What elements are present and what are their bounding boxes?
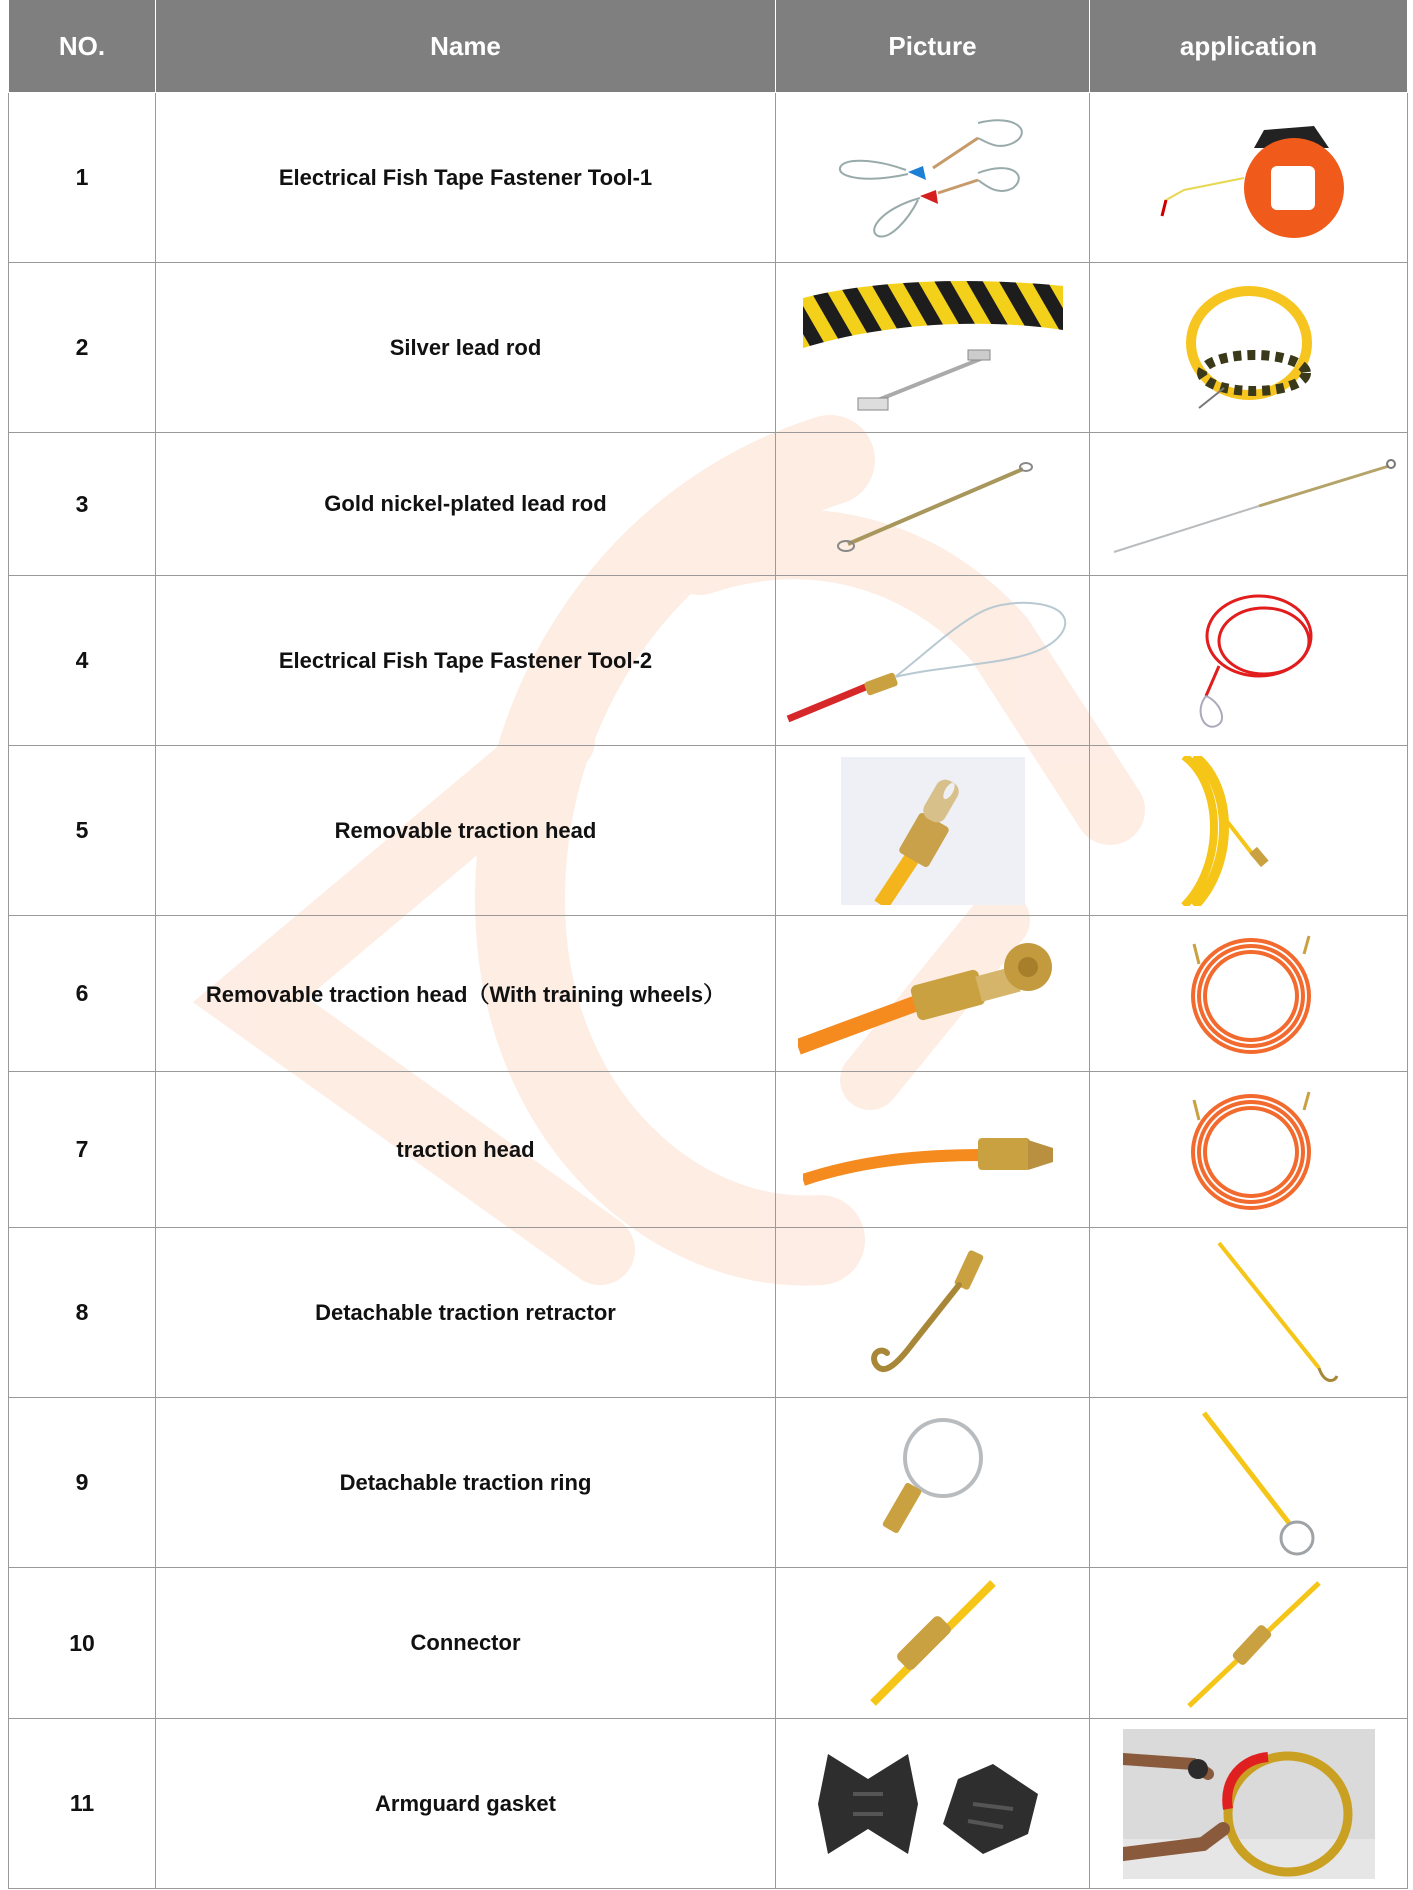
row-picture: [776, 916, 1090, 1072]
row-number: 10: [9, 1568, 156, 1719]
key-ring-connector-icon: [853, 1413, 1013, 1553]
rod-connector-icon: [1149, 1578, 1349, 1708]
hands-with-coil-photo-icon: [1123, 1729, 1375, 1879]
row-application: [1090, 93, 1408, 263]
row-name: Detachable traction retractor: [156, 1228, 776, 1398]
header-no: NO.: [9, 0, 156, 93]
rod-connector-icon: [863, 1578, 1003, 1708]
row-name: Removable traction head（With training wheels）: [156, 916, 776, 1072]
row-number: 1: [9, 93, 156, 263]
table-row: [9, 746, 1408, 916]
row-application: [1090, 1719, 1408, 1889]
row-picture: [776, 263, 1090, 433]
gold-rod-icon: [808, 444, 1058, 564]
brass-traction-head-icon: [841, 757, 1025, 905]
header-name: Name: [156, 0, 776, 93]
table-row: [9, 916, 1408, 1072]
row-application: [1090, 433, 1408, 576]
row-number: 6: [9, 916, 156, 1072]
row-name: traction head: [156, 1072, 776, 1228]
yellow-rod-head-icon: [1144, 756, 1354, 906]
header-picture: Picture: [776, 0, 1090, 93]
header-application: application: [1090, 0, 1408, 93]
table-row: [9, 263, 1408, 433]
row-application: [1090, 1398, 1408, 1568]
row-name: Connector: [156, 1568, 776, 1719]
table-row: [9, 1398, 1408, 1568]
row-picture: [776, 1568, 1090, 1719]
table-row: [9, 576, 1408, 746]
red-rod-wire-loop-icon: [783, 591, 1083, 731]
row-number: 3: [9, 433, 156, 576]
row-application: [1090, 746, 1408, 916]
row-number: 9: [9, 1398, 156, 1568]
row-application: [1090, 1072, 1408, 1228]
row-picture: [776, 1398, 1090, 1568]
orange-coil-icon: [1159, 1080, 1339, 1220]
twisted-rope-lead-icon: [803, 278, 1063, 418]
rubber-gasket-icon: [808, 1739, 1058, 1869]
row-picture: [776, 1719, 1090, 1889]
row-application: [1090, 1568, 1408, 1719]
row-name: Detachable traction ring: [156, 1398, 776, 1568]
row-number: 8: [9, 1228, 156, 1398]
wire-loop-pullers-icon: [828, 108, 1038, 248]
row-name: Electrical Fish Tape Fastener Tool-1: [156, 93, 776, 263]
row-application: [1090, 1228, 1408, 1398]
row-number: 2: [9, 263, 156, 433]
row-name: Electrical Fish Tape Fastener Tool-2: [156, 576, 776, 746]
row-picture: [776, 576, 1090, 746]
row-picture: [776, 1228, 1090, 1398]
row-picture: [776, 746, 1090, 916]
red-coil-loop-icon: [1144, 586, 1354, 736]
long-rod-icon: [1099, 444, 1399, 564]
table-row: [9, 93, 1408, 263]
table-row: [9, 1719, 1408, 1889]
row-picture: [776, 1072, 1090, 1228]
row-application: [1090, 576, 1408, 746]
row-picture: [776, 433, 1090, 576]
table-header-row: [9, 0, 1408, 93]
yellow-coil-icon: [1144, 278, 1354, 418]
row-number: 5: [9, 746, 156, 916]
row-name: Armguard gasket: [156, 1719, 776, 1889]
orange-coil-icon: [1159, 924, 1339, 1064]
wheel-traction-head-icon: [798, 929, 1068, 1059]
row-application: [1090, 263, 1408, 433]
row-number: 7: [9, 1072, 156, 1228]
product-table: [8, 0, 1408, 1889]
row-number: 4: [9, 576, 156, 746]
row-picture: [776, 93, 1090, 263]
yellow-rod-hook-icon: [1149, 1238, 1349, 1388]
row-name: Removable traction head: [156, 746, 776, 916]
row-application: [1090, 916, 1408, 1072]
bullet-traction-head-icon: [803, 1100, 1063, 1200]
table-row: [9, 1228, 1408, 1398]
yellow-rod-ring-icon: [1159, 1408, 1339, 1558]
row-name: Silver lead rod: [156, 263, 776, 433]
fish-tape-reel-icon: [1144, 108, 1354, 248]
brass-hook-icon: [853, 1243, 1013, 1383]
table-row: [9, 1568, 1408, 1719]
row-name: Gold nickel-plated lead rod: [156, 433, 776, 576]
row-number: 11: [9, 1719, 156, 1889]
table-row: [9, 1072, 1408, 1228]
table-row: [9, 433, 1408, 576]
